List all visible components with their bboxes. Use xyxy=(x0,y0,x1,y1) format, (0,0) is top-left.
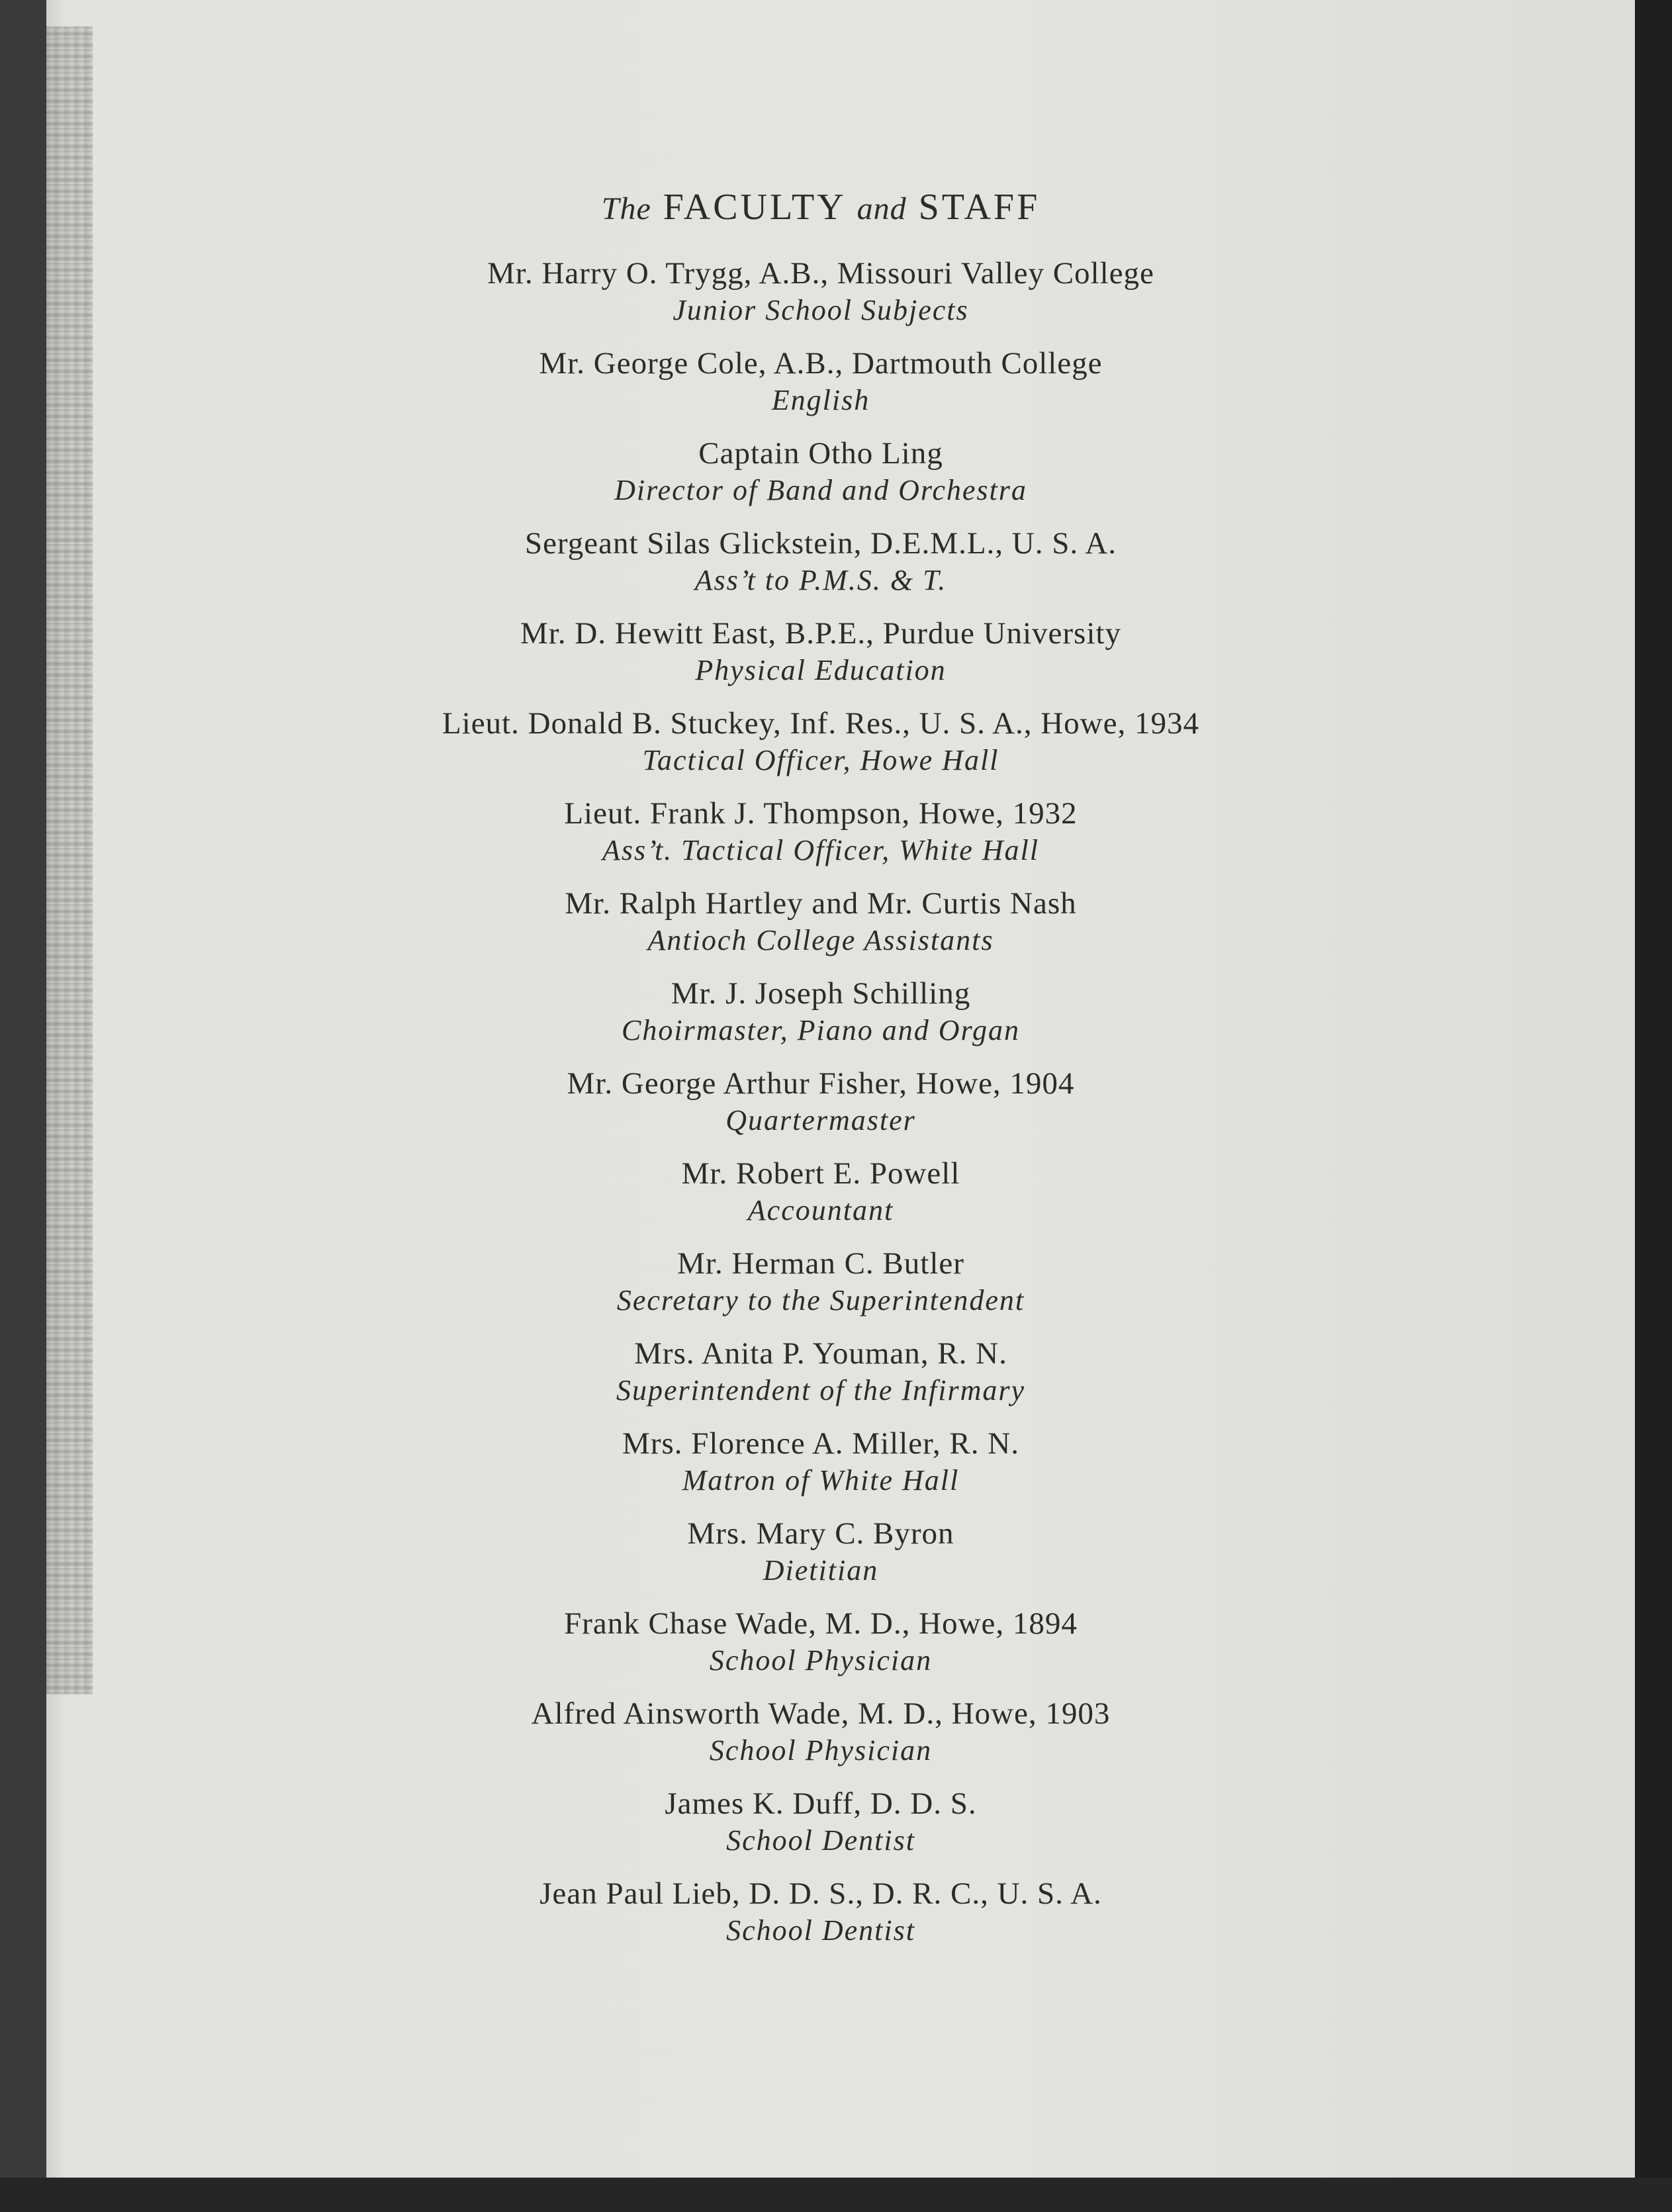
staff-role: Physical Education xyxy=(695,654,947,687)
staff-name: Mr. Harry O. Trygg, A.B., Missouri Valley College xyxy=(487,256,1154,291)
staff-role: Director of Band and Orchestra xyxy=(614,474,1027,507)
staff-entry xyxy=(371,615,1271,705)
book-binding xyxy=(0,0,46,2212)
staff-role: Ass’t to P.M.S. & T. xyxy=(694,564,947,597)
staff-role: Antioch College Assistants xyxy=(647,924,994,957)
staff-name: Jean Paul Lieb, D. D. S., D. R. C., U. S. A. xyxy=(539,1876,1102,1912)
staff-role: Junior School Subjects xyxy=(673,294,969,327)
staff-role: Tactical Officer, Howe Hall xyxy=(642,744,999,777)
staff-name: Mrs. Florence A. Miller, R. N. xyxy=(622,1426,1019,1461)
staff-name: Sergeant Silas Glickstein, D.E.M.L., U. S. A. xyxy=(524,526,1117,561)
staff-entry xyxy=(371,1425,1271,1515)
staff-role: Choirmaster, Piano and Organ xyxy=(622,1014,1020,1047)
title-conjunction: and xyxy=(857,191,907,226)
staff-entry xyxy=(371,1155,1271,1245)
staff-entry xyxy=(371,885,1271,975)
staff-name: Alfred Ainsworth Wade, M. D., Howe, 1903 xyxy=(531,1696,1111,1731)
staff-entry xyxy=(371,1065,1271,1155)
staff-name: Captain Otho Ling xyxy=(698,436,943,471)
staff-role: School Physician xyxy=(709,1644,933,1677)
staff-name: Mr. George Cole, A.B., Dartmouth College xyxy=(539,346,1103,381)
staff-entry xyxy=(371,1605,1271,1695)
staff-role: School Dentist xyxy=(726,1824,915,1857)
staff-name: Mr. D. Hewitt East, B.P.E., Purdue University xyxy=(520,616,1121,651)
staff-role: Quartermaster xyxy=(725,1104,916,1137)
staff-name: Mrs. Anita P. Youman, R. N. xyxy=(634,1336,1007,1371)
staff-role: School Physician xyxy=(709,1734,933,1767)
staff-entry xyxy=(371,525,1271,615)
staff-role: Accountant xyxy=(747,1194,894,1227)
staff-role: Matron of White Hall xyxy=(682,1464,960,1497)
staff-entry xyxy=(371,1875,1271,1965)
title-word-staff: STAFF xyxy=(918,187,1041,228)
staff-entry xyxy=(371,705,1271,795)
staff-role: Superintendent of the Infirmary xyxy=(616,1374,1025,1407)
staff-role: Secretary to the Superintendent xyxy=(616,1284,1025,1317)
scan-bottom-edge xyxy=(0,2178,1672,2212)
staff-name: Lieut. Donald B. Stuckey, Inf. Res., U. S. A., Howe, 1934 xyxy=(442,706,1199,741)
staff-role: English xyxy=(771,384,870,417)
staff-entry xyxy=(371,975,1271,1065)
title-word-faculty: FACULTY xyxy=(663,187,845,228)
staff-name: James K. Duff, D. D. S. xyxy=(665,1786,977,1821)
faculty-staff-list xyxy=(371,185,1271,1965)
staff-name: Mr. Robert E. Powell xyxy=(681,1156,960,1191)
staff-name: Mr. George Arthur Fisher, Howe, 1904 xyxy=(567,1066,1075,1101)
page-gutter xyxy=(46,26,93,1694)
staff-role: Dietitian xyxy=(763,1554,879,1587)
staff-entry xyxy=(371,795,1271,885)
staff-name: Mrs. Mary C. Byron xyxy=(687,1516,954,1551)
staff-role: School Dentist xyxy=(726,1914,915,1947)
staff-name: Mr. J. Joseph Schilling xyxy=(671,976,971,1011)
staff-name: Lieut. Frank J. Thompson, Howe, 1932 xyxy=(564,796,1078,831)
staff-entry xyxy=(371,1515,1271,1605)
title-prefix: The xyxy=(601,191,651,226)
staff-name: Mr. Ralph Hartley and Mr. Curtis Nash xyxy=(565,886,1077,921)
staff-entry xyxy=(371,345,1271,435)
staff-role: Ass’t. Tactical Officer, White Hall xyxy=(602,834,1039,867)
staff-entry xyxy=(371,255,1271,345)
staff-entry xyxy=(371,435,1271,525)
staff-name: Mr. Herman C. Butler xyxy=(677,1246,964,1281)
staff-entry xyxy=(371,1785,1271,1875)
scan-right-edge xyxy=(1635,0,1672,2212)
staff-entry xyxy=(371,1245,1271,1335)
staff-entry xyxy=(371,1695,1271,1785)
page-title xyxy=(371,185,1271,230)
staff-entry xyxy=(371,1335,1271,1425)
staff-name: Frank Chase Wade, M. D., Howe, 1894 xyxy=(564,1606,1078,1641)
